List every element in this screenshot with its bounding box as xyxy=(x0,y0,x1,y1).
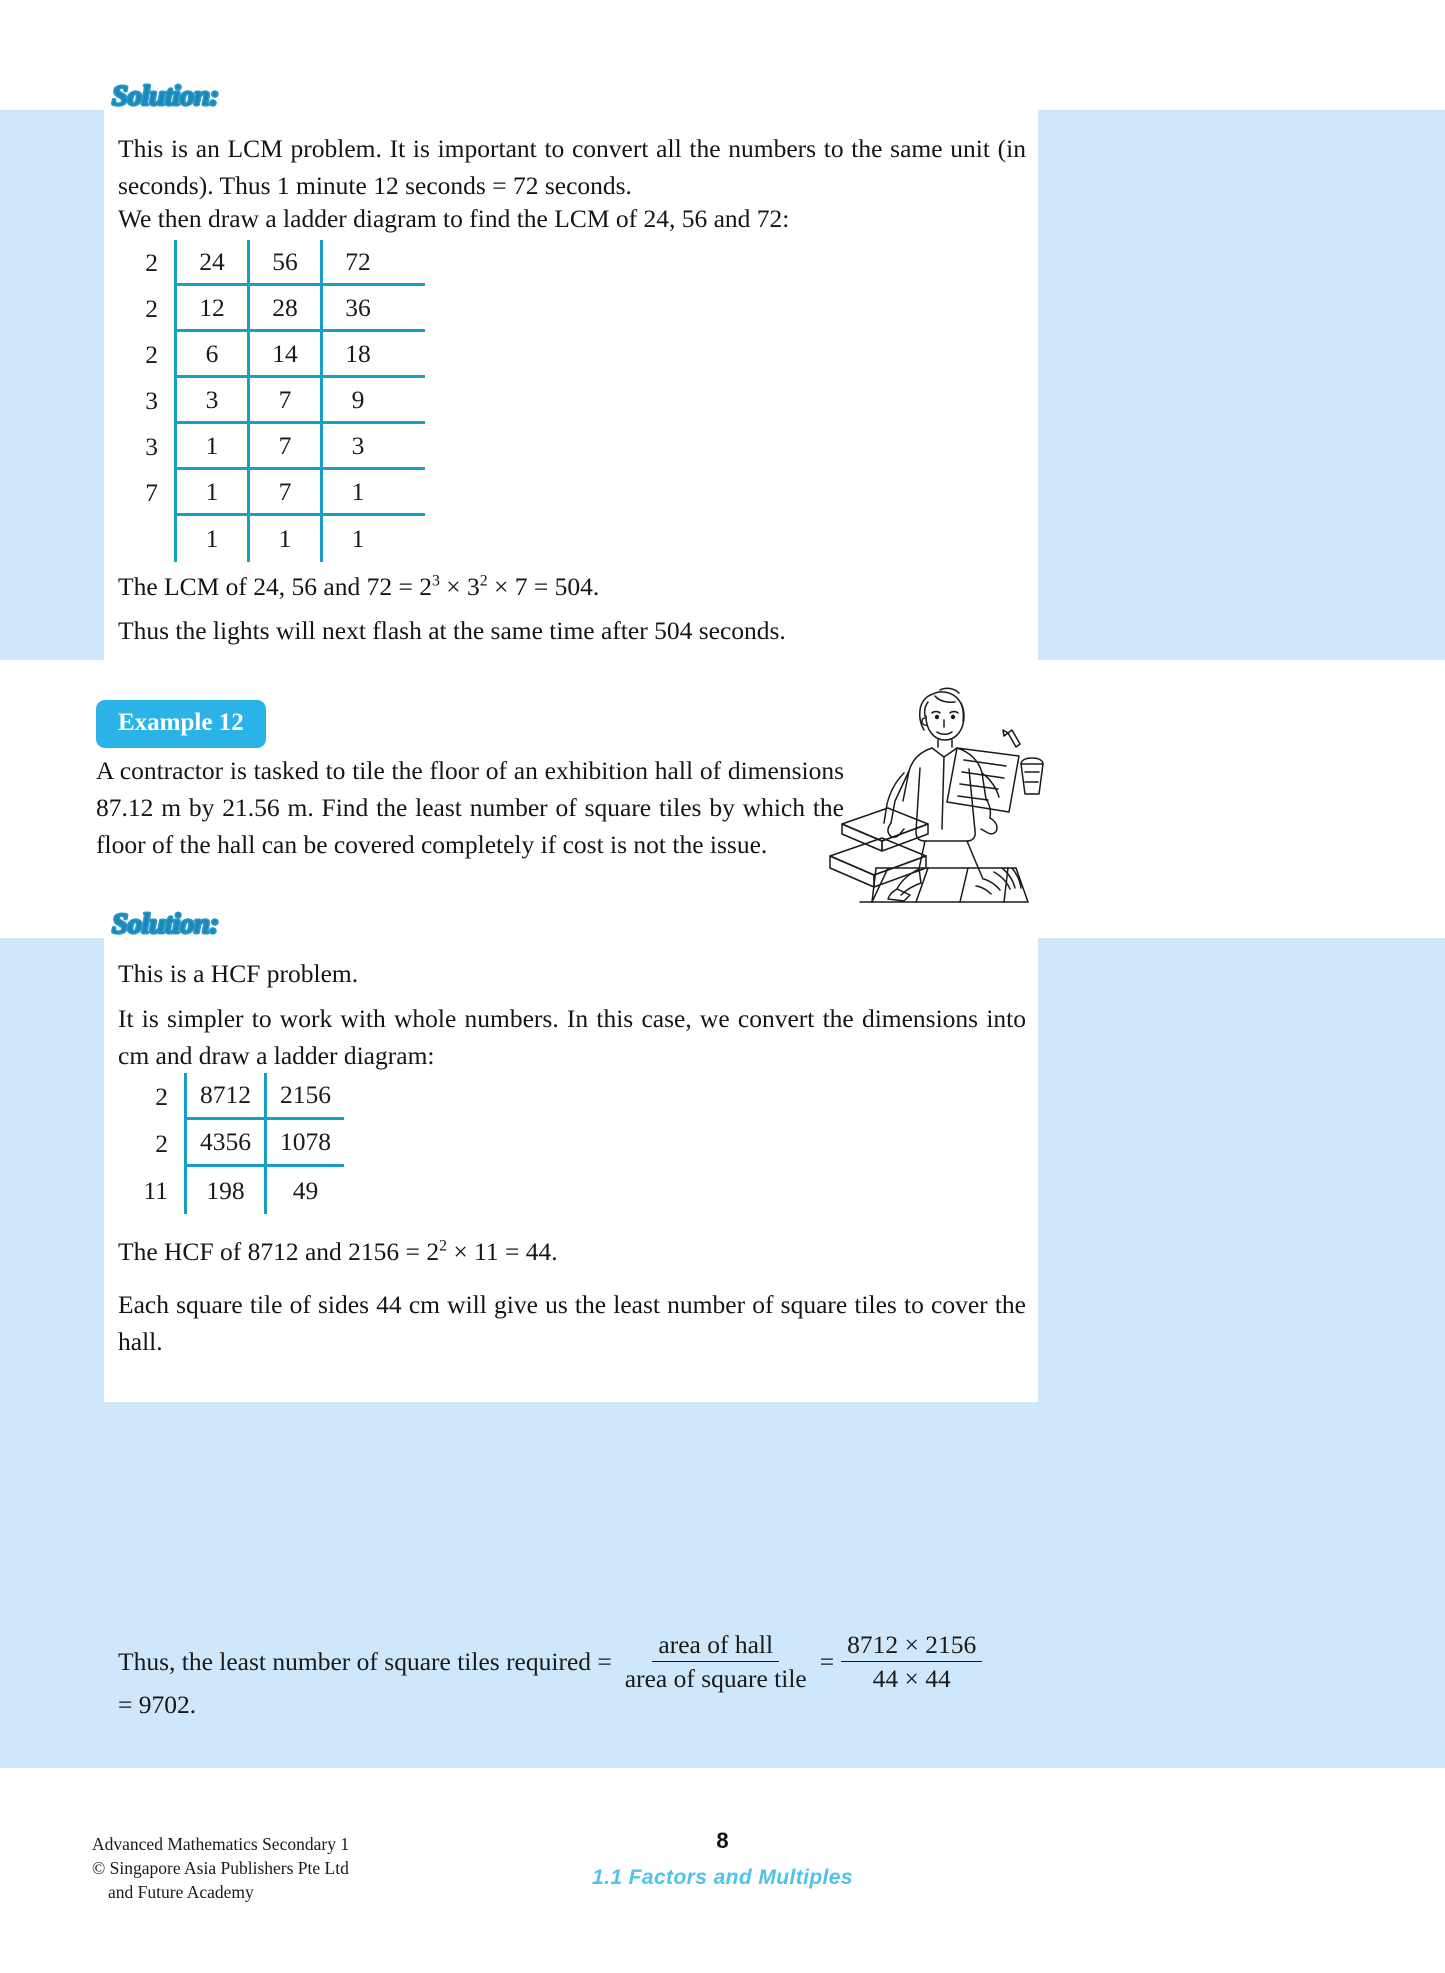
solution-2-answer: = 9702. xyxy=(118,1690,197,1719)
numeric-numerator: 8712 × 2156 xyxy=(841,1630,982,1662)
example-12-text: A contractor is tasked to tile the floor of an exhibition hall of dimensions 87.12 m by 21.56 m. Find the least number of square tiles by which the floor of the hall can be covered completely if cost is not the issue. xyxy=(96,756,844,859)
ladder-divisor: 11 xyxy=(143,1175,168,1205)
ladder-cell: 72 xyxy=(320,240,393,286)
solution-2-heading: Solution: xyxy=(112,908,219,940)
ladder-cell: 12 xyxy=(174,286,247,332)
lcm-result-prefix: The LCM of 24, 56 and 72 = 2 xyxy=(118,572,432,601)
ladder-cell: 3 xyxy=(320,424,393,470)
ladder-divisor: 2 xyxy=(155,1081,168,1111)
lcm-result-mid: × 3 xyxy=(439,572,480,601)
ladder-rule-extension xyxy=(393,378,425,424)
ladder-rule-extension xyxy=(393,516,425,562)
area-of-tile-denominator: area of square tile xyxy=(624,1664,807,1694)
hcf-exponent: 2 xyxy=(439,1237,447,1255)
footer-line-1: Advanced Mathematics Secondary 1 xyxy=(92,1834,350,1854)
ladder-rule-extension xyxy=(393,470,425,516)
hcf-result-suffix: × 11 = 44. xyxy=(446,1237,558,1266)
page-number: 8 xyxy=(716,1828,729,1853)
ladder-cell: 1 xyxy=(174,516,247,562)
solution-1-conclusion: Thus the lights will next flash at the same time after 504 seconds. xyxy=(118,616,786,645)
ladder-cell: 49 xyxy=(264,1167,344,1214)
area-ratio-fraction xyxy=(619,1630,813,1694)
ladder-divisor: 3 xyxy=(145,386,158,415)
ladder-row xyxy=(126,332,425,378)
solution-1-result xyxy=(118,568,1026,605)
ladder-cell: 7 xyxy=(247,424,320,470)
solution-2-paragraph-2: It is simpler to work with whole numbers. In this case, we convert the dimensions into cm and draw a ladder diagram: xyxy=(118,1004,1026,1070)
ladder-cell: 9 xyxy=(320,378,393,424)
ladder-cell: 28 xyxy=(247,286,320,332)
ladder-divisor: 2 xyxy=(145,340,158,369)
area-of-hall-numerator: area of hall xyxy=(652,1630,779,1662)
lcm-exponent-2: 2 xyxy=(479,572,488,590)
ladder-cell: 1 xyxy=(174,470,247,516)
ladder-divisor: 7 xyxy=(145,478,158,507)
ladder-cell: 36 xyxy=(320,286,393,332)
ladder-cell: 6 xyxy=(174,332,247,378)
ladder-row xyxy=(126,286,425,332)
ladder-cell: 1 xyxy=(174,424,247,470)
ladder-rule-extension xyxy=(393,240,425,286)
ladder-divisor: 2 xyxy=(155,1128,168,1158)
ladder-diagram-lcm xyxy=(126,240,425,562)
ladder-row xyxy=(126,516,425,562)
ladder-cell: 7 xyxy=(247,378,320,424)
ladder-row xyxy=(126,470,425,516)
contractor-with-tiles-illustration xyxy=(816,672,1066,922)
ladder-row xyxy=(126,1073,344,1120)
numeric-denominator: 44 × 44 xyxy=(872,1664,951,1694)
ladder-row xyxy=(126,240,425,286)
ladder-divisor xyxy=(126,516,174,562)
ladder-divisor: 3 xyxy=(145,432,158,461)
formula-equals: = xyxy=(819,1646,835,1676)
solution-1-paragraph-1: This is an LCM problem. It is important to convert all the numbers to the same unit (in seconds). Thus 1 minute 12 seconds = 72 seconds. xyxy=(118,134,1026,200)
footer-line-3: and Future Academy xyxy=(108,1882,254,1902)
ladder-rule-extension xyxy=(393,332,425,378)
section-label: 1.1 Factors and Multiples xyxy=(592,1866,853,1889)
footer-line-2: © Singapore Asia Publishers Pte Ltd xyxy=(92,1858,349,1878)
tiles-required-formula xyxy=(118,1630,989,1694)
solution-2-paragraph-1: This is a HCF problem. xyxy=(118,959,359,988)
ladder-cell: 1 xyxy=(320,470,393,516)
solution-2-tile-text: Each square tile of sides 44 cm will give us the least number of square tiles to cover the hall. xyxy=(118,1290,1026,1356)
numeric-ratio-fraction xyxy=(841,1630,982,1694)
ladder-cell: 7 xyxy=(247,470,320,516)
lcm-exponent-1: 3 xyxy=(431,572,440,590)
ladder-row xyxy=(126,1120,344,1167)
ladder-cell: 18 xyxy=(320,332,393,378)
ladder-row xyxy=(126,424,425,470)
ladder-diagram-hcf xyxy=(126,1073,344,1214)
solution-2-hcf-result xyxy=(118,1233,1026,1270)
ladder-divisor: 2 xyxy=(145,248,158,277)
ladder-divisor: 2 xyxy=(145,294,158,323)
ladder-cell: 4356 xyxy=(184,1120,264,1167)
ladder-rule-extension xyxy=(393,424,425,470)
ladder-cell: 1 xyxy=(320,516,393,562)
ladder-rule-extension xyxy=(393,286,425,332)
ladder-cell: 1078 xyxy=(264,1120,344,1167)
ladder-cell: 3 xyxy=(174,378,247,424)
lcm-result-suffix: × 7 = 504. xyxy=(487,572,600,601)
ladder-cell: 1 xyxy=(247,516,320,562)
hcf-result-prefix: The HCF of 8712 and 2156 = 2 xyxy=(118,1237,440,1266)
ladder-cell: 14 xyxy=(247,332,320,378)
example-12-badge: Example 12 xyxy=(96,700,266,748)
formula-lead: Thus, the least number of square tiles required = xyxy=(118,1646,612,1676)
ladder-cell: 198 xyxy=(184,1167,264,1214)
ladder-cell: 2156 xyxy=(264,1073,344,1120)
ladder-row xyxy=(126,378,425,424)
ladder-cell: 24 xyxy=(174,240,247,286)
ladder-row xyxy=(126,1167,344,1214)
solution-1-paragraph-2: We then draw a ladder diagram to find the LCM of 24, 56 and 72: xyxy=(118,204,790,233)
ladder-cell: 8712 xyxy=(184,1073,264,1120)
ladder-cell: 56 xyxy=(247,240,320,286)
solution-1-heading: Solution: xyxy=(112,80,219,112)
